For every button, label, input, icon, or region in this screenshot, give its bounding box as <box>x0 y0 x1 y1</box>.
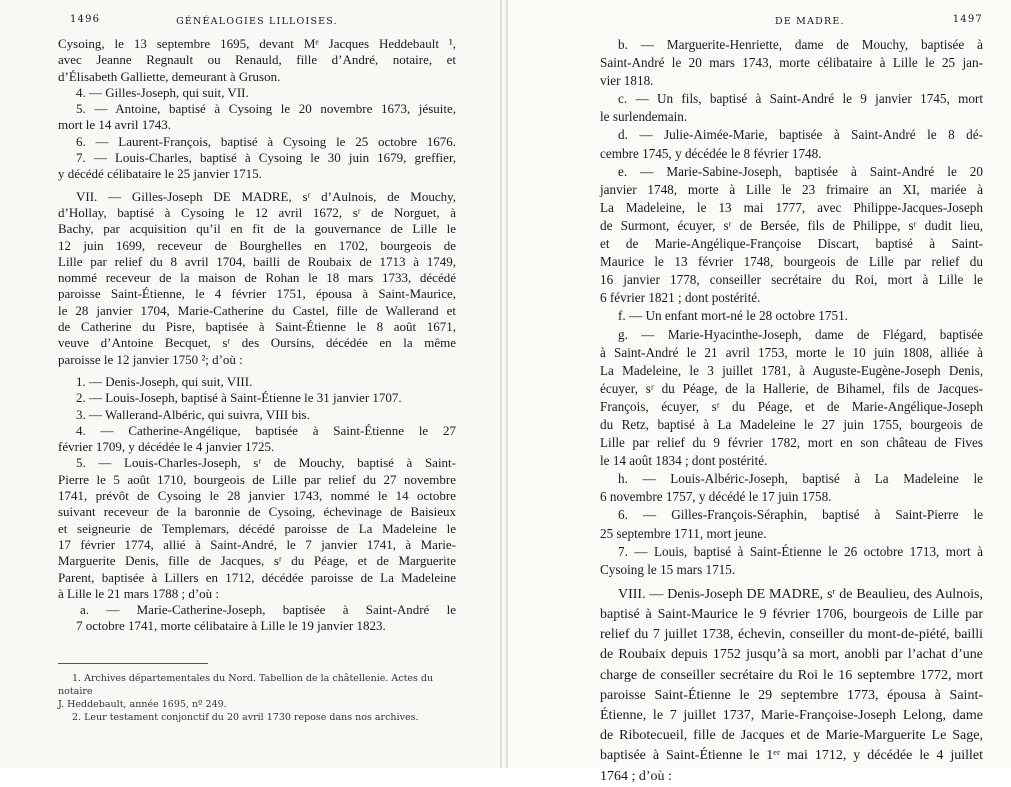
section-viii <box>600 585 983 787</box>
text-line: à Lille le 21 mars 1788 ; d’où : <box>58 585 220 601</box>
text-line: relief du 7 juillet 1738, échevin, conseiller du mont-de-piété, bailli <box>600 627 983 643</box>
text-line: charge de conseiller secrétaire du Roi le 16 septembre 1772, mort <box>600 667 983 683</box>
section-heading-viii: VIII. — Denis-Joseph DE MADRE, sʳ de Beaulieu, des Aulnois, <box>618 586 983 602</box>
list-item: c. — Un fils, baptisé à Saint-André le 9 janvier 1745, mort <box>618 91 983 107</box>
text-line: Lille par relief du 8 avril 1704, bailli de Roubaix de 1713 à 1749, <box>58 253 456 269</box>
list-item: e. — Marie-Sabine-Joseph, baptisée à Saint-André le 20 <box>618 163 983 179</box>
right-page-body <box>600 36 983 787</box>
left-page <box>0 0 500 768</box>
text-line: paroisse Saint-Étienne, le 4 février 1751, épousa à Saint-Maurice, <box>58 286 456 302</box>
text-line: suivant receveur de la baronnie de Cysoing, échevinage de Baisieux <box>58 504 456 520</box>
book-gutter <box>500 0 508 768</box>
text-line: Pierre le 5 août 1710, bourgeois de Lille par relief du 27 novembre <box>58 471 456 487</box>
text-line: le surlendemain. <box>600 109 688 125</box>
running-title: GÉNÉALOGIES LILLOISES. <box>176 16 338 27</box>
text-line: Lille par relief du 9 février 1782, mort en son château de Fives <box>600 435 983 451</box>
left-page-header <box>58 14 456 36</box>
text-line: nommé receveur de la maison de Rohan le 18 mars 1733, décédé <box>58 270 456 286</box>
text-line: Cysoing, le 13 septembre 1695, devant Mᵉ Jacques Heddebault ¹, <box>58 36 456 51</box>
text-line: cembre 1745, y décédée le 8 février 1748. <box>600 145 822 161</box>
section-heading-vii: VII. — Gilles-Joseph DE MADRE, sʳ d’Aulnois, de Mouchy, <box>76 188 456 204</box>
text-line: paroisse le 12 janvier 1750 ²; d’où : <box>58 351 243 367</box>
right-page-header <box>600 14 983 36</box>
text-line: à Saint-André le 21 avril 1753, morte le 10 juin 1808, alliée à <box>600 344 983 360</box>
list-item: h. — Louis-Albéric-Joseph, baptisé à La Madeleine le <box>618 471 983 487</box>
text-line: et de Marie-Angélique-Françoise Discart, baptisé à Saint- <box>600 236 983 252</box>
text-line: d’Hollay, baptisé à Cysoing le 12 avril 1672, sʳ de Norguet, à <box>58 204 456 220</box>
list-item: a. — Marie-Catherine-Joseph, baptisée à Saint-André le <box>80 602 456 618</box>
list-item: 2. — Louis-Joseph, baptisé à Saint-Étienne le 31 janvier 1707. <box>76 390 402 406</box>
text-line: Parent, baptisée à Lillers en 1712, décédée paroisse de La Madeleine <box>58 569 456 585</box>
text-line: avec Jeanne Regnault ou Renauld, fille d’André, notaire, et <box>58 52 456 68</box>
text-line: janvier 1748, morte à Lille le 23 frimaire an XI, mariée à <box>600 181 983 197</box>
text-line: et seigneurie de Templemars, décédé paroisse de La Madeleine le <box>58 520 456 536</box>
text-line: mort le 14 avril 1743. <box>58 117 172 133</box>
list-item: 7. — Louis, baptisé à Saint-Étienne le 26 octobre 1713, mort à <box>618 543 983 559</box>
text-line: 1764 ; d’où : <box>600 768 672 784</box>
text-line: de Roubaix depuis 1752 jusqu’à sa mort, anobli par l’achat d’une <box>600 647 983 663</box>
list-item: g. — Marie-Hyacinthe-Joseph, dame de Flégard, baptisée <box>618 326 983 342</box>
text-line: 7 octobre 1741, morte célibataire à Lille le 19 janvier 1823. <box>76 618 386 634</box>
text-line: baptisé à Saint-Maurice le 9 février 1706, bourgeois de Lille par <box>600 607 983 623</box>
text-line: y décédé célibataire le 25 janvier 1715. <box>58 166 262 182</box>
text-line: de Catherine du Pisre, baptisée à Saint-Étienne le 8 août 1671, <box>58 319 456 335</box>
list-item: f. — Un enfant mort-né le 28 octobre 1751. <box>618 308 848 324</box>
text-line: 6 février 1821 ; dont postérité. <box>600 290 761 306</box>
left-page-body <box>58 36 456 635</box>
page-number: 1496 <box>70 14 101 25</box>
text-line: Marguerite Denis, fille de Jacques, sʳ du Péage, et de Marguerite <box>58 553 456 569</box>
list-item: 1. — Denis-Joseph, qui suit, VIII. <box>76 373 253 389</box>
text-line: Cysoing le 15 mars 1715. <box>600 561 736 577</box>
list-item: 5. — Louis-Charles-Joseph, sʳ de Mouchy, baptisé à Saint- <box>76 455 456 471</box>
text-line: 17 février 1774, allié à Saint-André, le 7 janvier 1741, à Marie- <box>58 536 456 552</box>
page-number: 1497 <box>952 14 983 25</box>
list-item: 6. — Laurent-François, baptisé à Cysoing le 25 octobre 1676. <box>76 133 456 149</box>
footnotes <box>58 672 456 724</box>
text-line: de Ribotecueil, fille de Jacques et de Marie-Marguerite Le Sage, <box>600 728 983 744</box>
list-item: 4. — Gilles-Joseph, qui suit, VII. <box>76 84 249 100</box>
text-line: d’Élisabeth Galliette, demeurant à Gruson. <box>58 68 281 84</box>
text-line: 16 janvier 1778, conseiller secrétaire du Roi, mort à Lille le <box>600 272 983 288</box>
list-item: 7. — Louis-Charles, baptisé à Cysoing le 30 juin 1679, greffier, <box>76 150 456 166</box>
text-line: 25 septembre 1711, mort jeune. <box>600 525 767 541</box>
list-item: 6. — Gilles-François-Séraphin, baptisé à Saint-Pierre le <box>618 507 983 523</box>
footnote: J. Heddebault, année 1695, nº 249. <box>58 698 227 710</box>
text-line: de Surmont, écuyer, sʳ de Bersée, fils de Philippe, sʳ dudit lieu, <box>600 217 983 233</box>
text-line: paroisse Saint-Étienne le 29 septembre 1773, épousa à Saint- <box>600 687 983 703</box>
text-line: La Madeleine, le 13 mai 1777, avec Philippe-Jacques-Joseph <box>600 199 983 215</box>
right-page <box>508 0 1011 784</box>
text-line: La Madeleine, le 3 juillet 1781, à Auguste-Eugène-Joseph Denis, <box>600 362 983 378</box>
text-line: Saint-André le 20 mars 1743, morte célibataire à Lille le 25 jan- <box>600 55 983 71</box>
list-item: 5. — Antoine, baptisé à Cysoing le 20 novembre 1673, jésuite, <box>76 101 456 117</box>
list-item: 3. — Wallerand-Albéric, qui suivra, VIII bis. <box>76 406 310 422</box>
list-item: b. — Marguerite-Henriette, dame de Mouchy, baptisée à <box>618 37 983 52</box>
list-item: 4. — Catherine-Angélique, baptisée à Saint-Étienne le 27 <box>76 422 456 438</box>
text-line: veuve d’Antoine Becquet, sʳ des Oursins, décédée en la même <box>58 335 456 351</box>
text-line: 1741, prévôt de Cysoing le 28 janvier 1743, nommé le 14 octobre <box>58 488 456 504</box>
running-title: DE MADRE. <box>775 16 845 27</box>
text-line: vier 1818. <box>600 73 654 89</box>
text-line: François, écuyer, sʳ du Péage, et de Marie-Angélique-Joseph <box>600 398 983 414</box>
text-line: Bachy, par acquisition qu’il en fit de la gouvernance de Lille le <box>58 221 456 237</box>
text-line: baptisée à Saint-Étienne le 1ᵉʳ mai 1712, y décédée le 4 juillet <box>600 748 983 764</box>
text-line: le 28 janvier 1704, Marie-Catherine du Castel, fille de Wallerand et <box>58 302 456 318</box>
text-line: Maurice le 13 février 1748, bourgeois de Lille par relief du <box>600 254 983 270</box>
text-line: du Retz, baptisé à La Madeleine le 27 juin 1755, bourgeois de <box>600 416 983 432</box>
footnote-divider <box>58 663 208 664</box>
text-line: février 1709, y décédée le 4 janvier 1725. <box>58 439 275 455</box>
footnote: 2. Leur testament conjonctif du 20 avril 1730 repose dans nos archives. <box>72 711 419 723</box>
text-line: 6 novembre 1757, y décédé le 17 juin 1758. <box>600 489 832 505</box>
list-item: d. — Julie-Aimée-Marie, baptisée à Saint-André le 8 dé- <box>618 127 983 143</box>
text-line: le 14 août 1834 ; dont postérité. <box>600 453 768 469</box>
text-line: 12 juin 1699, receveur de Bourghelles en 1702, bourgeois de <box>58 237 456 253</box>
text-line: écuyer, sʳ du Péage, de la Hallerie, de Bihamel, fils de Jacques- <box>600 380 983 396</box>
footnote: 1. Archives départementales du Nord. Tabellion de la châtellenie. Actes du notaire <box>58 672 434 697</box>
text-line: Étienne, le 7 juillet 1737, Marie-Françoise-Joseph Lelong, dame <box>600 708 983 724</box>
